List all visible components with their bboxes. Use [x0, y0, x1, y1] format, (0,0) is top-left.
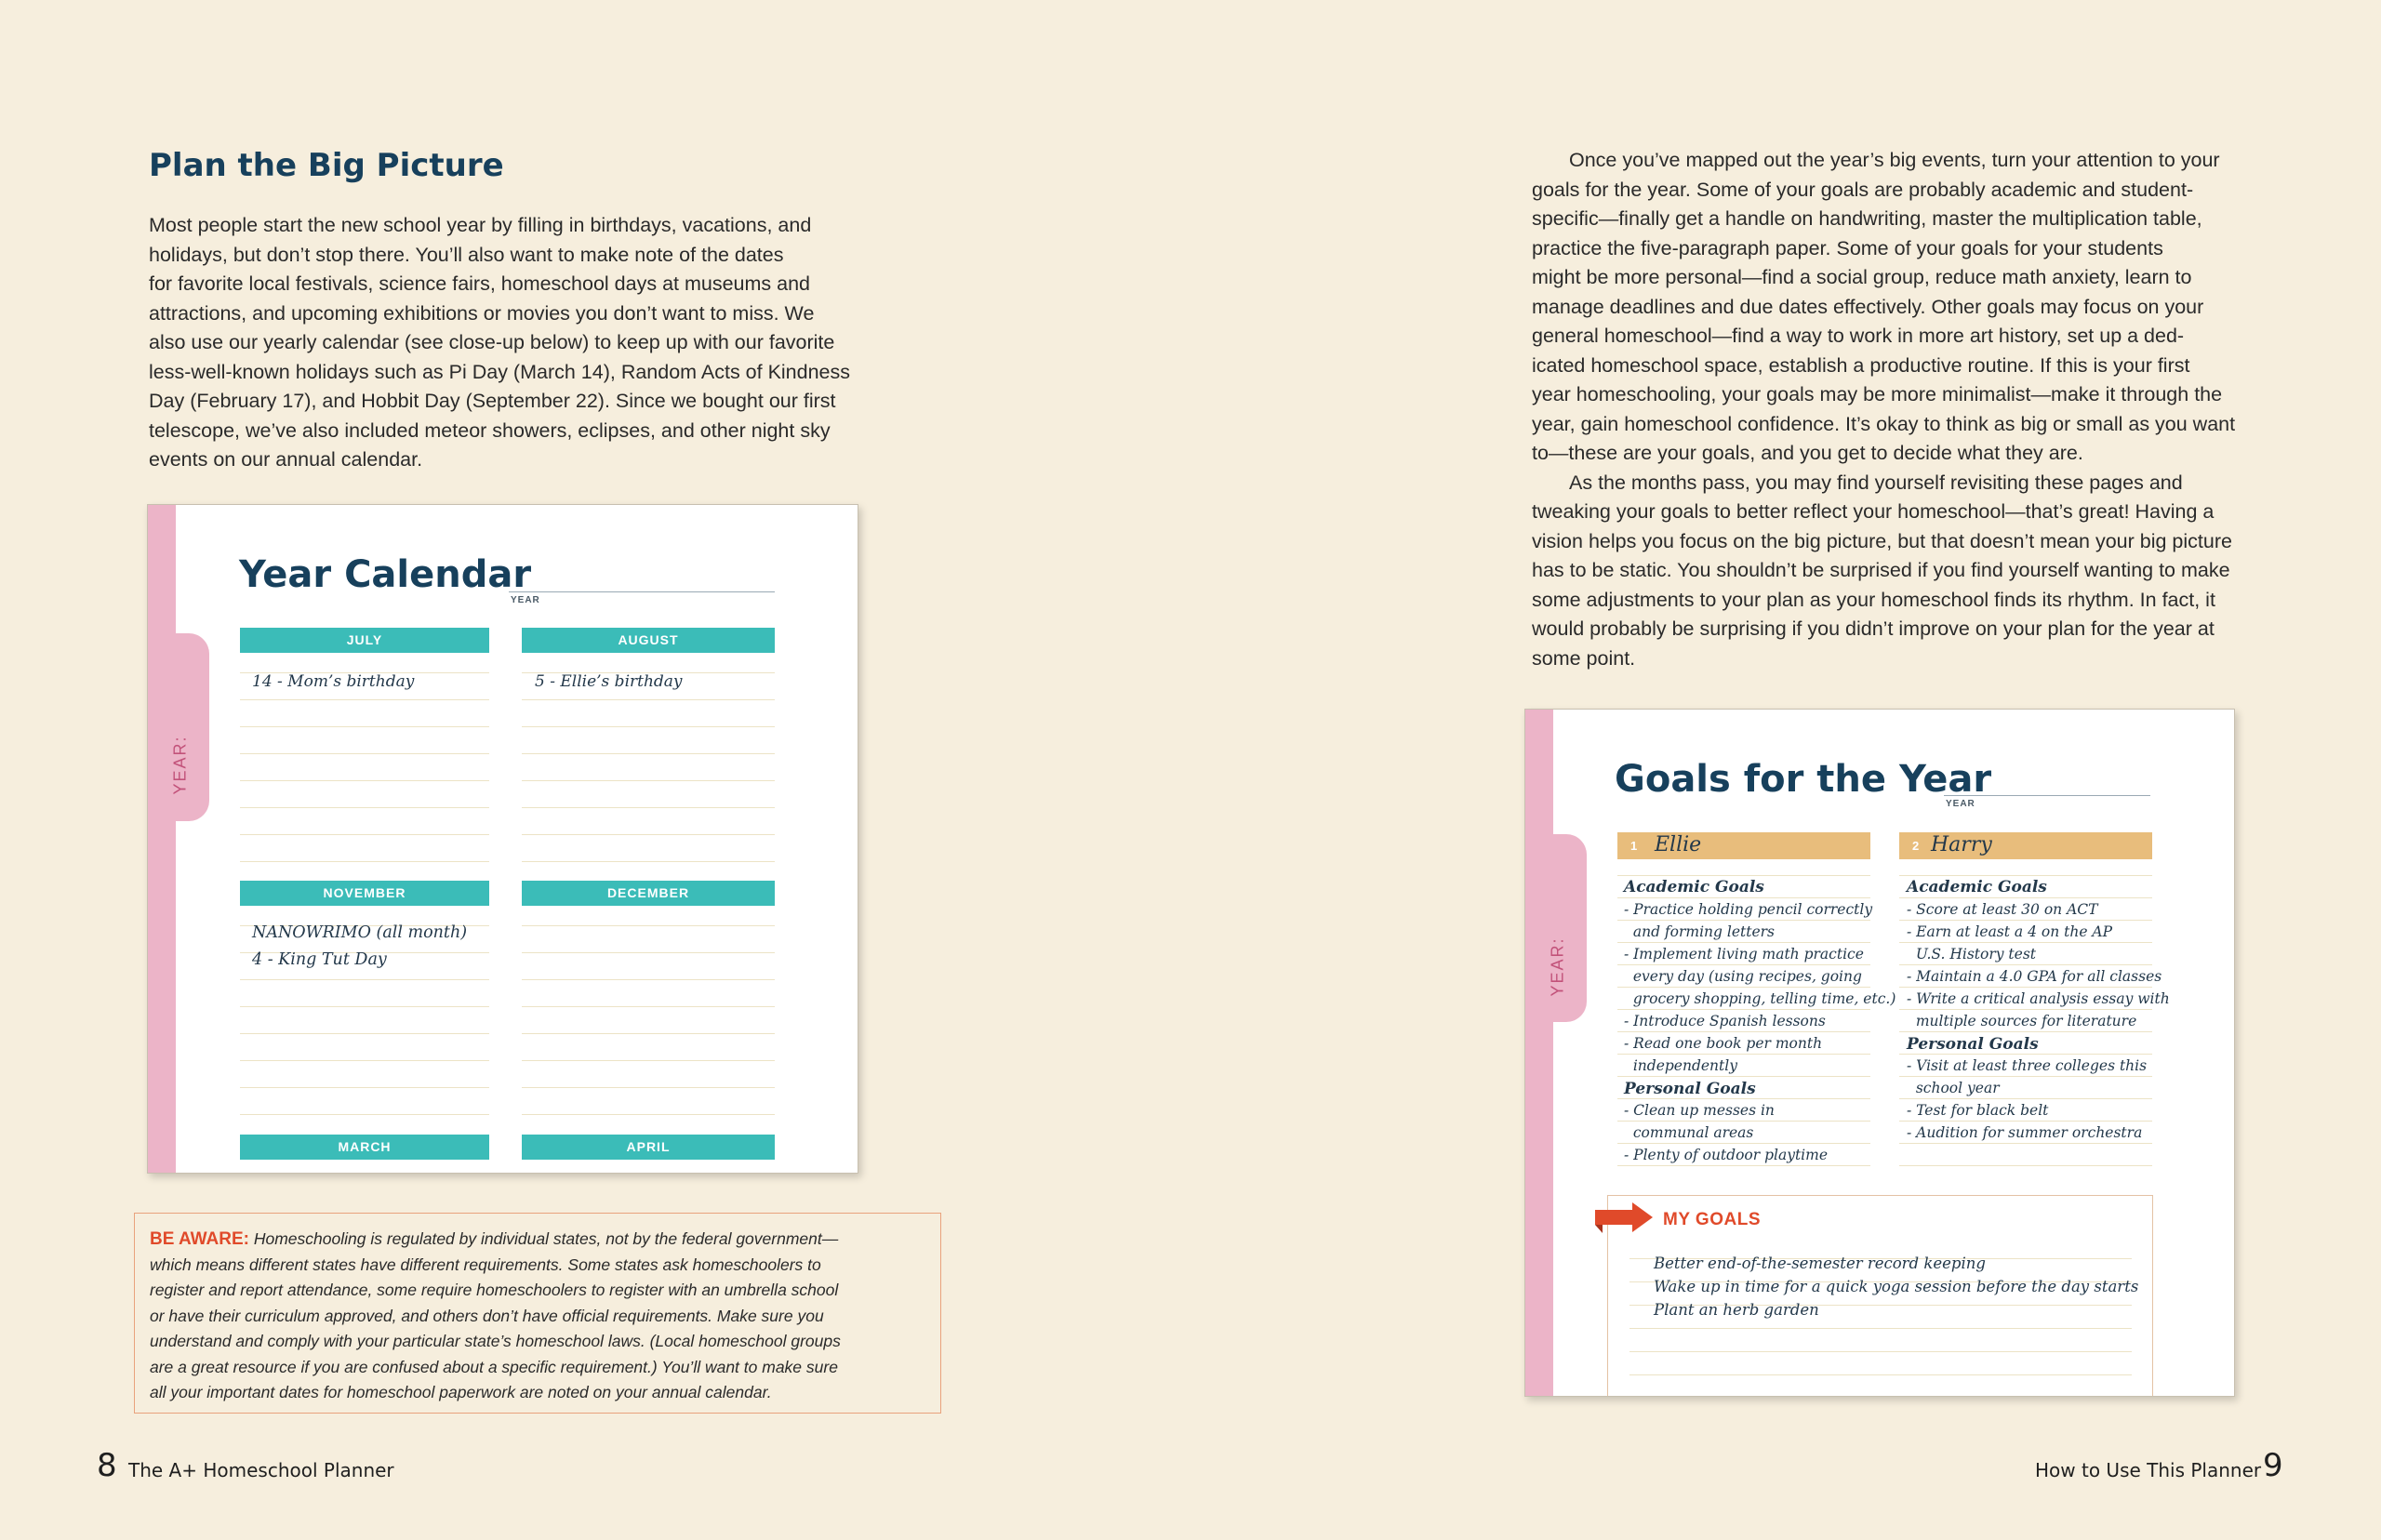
month-header-august: AUGUST — [522, 628, 775, 653]
month-header-december: DECEMBER — [522, 881, 775, 906]
goal-line: - Write a critical analysis essay with — [1907, 990, 2170, 1007]
line — [522, 925, 775, 926]
line — [1629, 1374, 2132, 1375]
paragraph-line: has to be static. You shouldn’t be surprised if you find yourself wanting to make — [1532, 559, 2230, 581]
line — [1899, 1076, 2152, 1077]
line — [1617, 987, 1870, 988]
line — [240, 753, 489, 754]
goal-line: - Maintain a 4.0 GPA for all classes — [1907, 968, 2162, 985]
paragraph-line: events on our annual calendar. — [149, 448, 423, 471]
goal-line: - Test for black belt — [1907, 1102, 2049, 1119]
paragraph-line: As the months pass, you may find yourself revisiting these pages and — [1569, 471, 2183, 494]
paragraph-line: might be more personal—find a social group, reduce math anxiety, learn to — [1532, 266, 2192, 288]
line — [1899, 987, 2152, 988]
goal-line: - Score at least 30 on ACT — [1907, 901, 2098, 918]
callout-line: understand and comply with your particular state’s homeschool laws. (Local homeschool groups — [150, 1332, 841, 1350]
goal-line: multiple sources for literature — [1907, 1013, 2137, 1029]
line — [1899, 1121, 2152, 1122]
paragraph-line: also use our yearly calendar (see close-up below) to keep up with our favorite — [149, 331, 835, 353]
line — [240, 1006, 489, 1007]
callout-line: are a great resource if you are confused about a specific requirement.) You’ll want to make sure — [150, 1357, 838, 1376]
paragraph-line: Once you’ve mapped out the year’s big events, turn your attention to your — [1569, 149, 2220, 171]
line — [1617, 1121, 1870, 1122]
goal-line: - Visit at least three colleges this — [1907, 1057, 2148, 1074]
line — [1617, 942, 1870, 943]
line — [240, 1114, 489, 1115]
paragraph-line: icated homeschool space, establish a productive routine. If this is your first — [1532, 353, 2190, 377]
goal-line: - Practice holding pencil correctly — [1624, 901, 1873, 918]
line — [1617, 1165, 1870, 1166]
paragraph-line: vision helps you focus on the big picture, but that doesn’t mean your big picture — [1532, 529, 2232, 552]
goal-line: U.S. History test — [1907, 946, 2037, 962]
paragraph-line: manage deadlines and due dates effectively. Other goals may focus on your — [1532, 295, 2204, 318]
intro-paragraph — [149, 211, 856, 475]
line — [1617, 920, 1870, 921]
goal-line: every day (using recipes, going — [1624, 968, 1862, 985]
paragraph-line: some point. — [1532, 646, 1636, 670]
goal-heading: Academic Goals — [1907, 878, 2047, 896]
line — [1617, 1076, 1870, 1077]
paragraph-line: for favorite local festivals, science fairs, homeschool days at museums and — [149, 272, 811, 295]
paragraph-line: some adjustments to your plan as your homeschool finds its rhythm. In fact, it — [1532, 588, 2215, 611]
student-name: Harry — [1931, 833, 1992, 856]
line — [240, 979, 489, 980]
section-heading: Plan the Big Picture — [149, 147, 504, 184]
my-goal-item: Wake up in time for a quick yoga session before the day starts — [1654, 1278, 2139, 1295]
line — [522, 834, 775, 835]
line — [522, 861, 775, 862]
line — [522, 1060, 775, 1061]
line — [1899, 1031, 2152, 1032]
year-caption: YEAR — [511, 595, 540, 605]
goal-line: and forming letters — [1624, 923, 1776, 940]
callout-line: or have their curriculum approved, and others don’t have official requirements. Make sure you — [150, 1306, 824, 1325]
goal-heading: Academic Goals — [1624, 878, 1764, 896]
calendar-entry: 5 - Ellie’s birthday — [535, 672, 683, 691]
paragraph-line: Day (February 17), and Hobbit Day (September 22). Since we bought our first — [149, 390, 836, 412]
page-edge-strip — [148, 505, 176, 1173]
callout-line: which means different states have different requirements. Some states ask homeschoolers to — [150, 1255, 821, 1274]
line — [522, 699, 775, 700]
line — [1899, 1143, 2152, 1144]
page-number-right: 9 — [2263, 1447, 2283, 1484]
goals-for-the-year-page — [1524, 709, 2235, 1397]
goal-line: - Plenty of outdoor playtime — [1624, 1147, 1829, 1163]
footer-title-right: How to Use This Planner — [2035, 1459, 2262, 1481]
paragraph-line: year, gain homeschool confidence. It’s okay to think as big or small as you want — [1532, 412, 2236, 435]
student-header-1 — [1617, 832, 1870, 859]
line — [1899, 875, 2152, 876]
callout-text: Homeschooling is regulated by individual states, not by the federal government— — [248, 1229, 839, 1248]
paragraph-line: year homeschooling, your goals may be more minimalist—make it through the — [1532, 383, 2223, 405]
my-goal-item: Better end-of-the-semester record keeping — [1654, 1255, 1986, 1272]
line — [1617, 897, 1870, 898]
line — [240, 1033, 489, 1034]
arrow-icon — [1595, 1202, 1656, 1234]
line — [1629, 1351, 2132, 1352]
line — [240, 1060, 489, 1061]
paragraph-line: would probably be surprising if you didn’t improve on your plan for the year at — [1532, 617, 2215, 640]
paragraph-line: Most people start the new school year by filling in birthdays, vacations, and — [149, 214, 812, 236]
goal-line: grocery shopping, telling time, etc.) — [1624, 990, 1896, 1007]
student-header-2 — [1899, 832, 2152, 859]
line — [1899, 1098, 2152, 1099]
line — [1617, 1098, 1870, 1099]
year-write-line — [509, 591, 775, 592]
paragraph-line: telescope, we’ve also included meteor showers, eclipses, and other night sky — [149, 418, 831, 442]
line — [1899, 1054, 2152, 1055]
paragraph-line: practice the five-paragraph paper. Some of your goals for your students — [1532, 236, 2163, 259]
my-goal-item: Plant an herb garden — [1654, 1301, 1819, 1319]
line — [240, 726, 489, 727]
month-header-april: APRIL — [522, 1135, 775, 1160]
calendar-entry: 14 - Mom’s birthday — [252, 672, 415, 691]
paragraph-line: less-well-known holidays such as Pi Day (March 14), Random Acts of Kindness — [149, 360, 851, 383]
calendar-title: Year Calendar — [239, 553, 532, 596]
goal-line: - Implement living math practice — [1624, 946, 1864, 962]
goal-heading: Personal Goals — [1624, 1080, 1756, 1098]
line — [1899, 920, 2152, 921]
line — [1899, 1009, 2152, 1010]
line — [1899, 897, 2152, 898]
line — [1899, 1165, 2152, 1166]
callout-line — [150, 1227, 927, 1253]
line — [522, 726, 775, 727]
line — [522, 1087, 775, 1088]
goal-line: - Earn at least a 4 on the AP — [1907, 923, 2113, 940]
line — [522, 753, 775, 754]
goal-line: - Clean up messes in — [1624, 1102, 1775, 1119]
goal-line: - Read one book per month — [1624, 1035, 1823, 1052]
paragraph-line: general homeschool—find a way to work in more art history, set up a ded- — [1532, 325, 2185, 347]
paragraph-line: tweaking your goals to better reflect your homeschool—that’s great! Having a — [1532, 500, 2215, 523]
footer-title-left: The A+ Homeschool Planner — [128, 1459, 394, 1481]
student-number: 2 — [1912, 839, 1920, 853]
calendar-entry: 4 - King Tut Day — [252, 950, 387, 969]
line — [1617, 1054, 1870, 1055]
month-header-july: JULY — [240, 628, 489, 653]
line — [1617, 1143, 1870, 1144]
goal-line: - Audition for summer orchestra — [1907, 1124, 2143, 1141]
line — [522, 1033, 775, 1034]
line — [522, 952, 775, 953]
line — [240, 861, 489, 862]
line — [1617, 1009, 1870, 1010]
line — [1629, 1328, 2132, 1329]
goal-heading: Personal Goals — [1907, 1035, 2039, 1054]
year-calendar-page — [147, 504, 858, 1174]
line — [240, 807, 489, 808]
page-number-left: 8 — [97, 1447, 117, 1484]
line — [240, 780, 489, 781]
paragraph-line: holidays, but don’t stop there. You’ll also want to make note of the dates — [149, 243, 784, 266]
page-edge-strip — [1525, 710, 1553, 1396]
student-number: 1 — [1630, 839, 1638, 853]
line — [522, 1006, 775, 1007]
goal-line: school year — [1907, 1080, 2000, 1096]
goal-line: - Introduce Spanish lessons — [1624, 1013, 1826, 1029]
my-goals-label: MY GOALS — [1663, 1210, 1761, 1229]
callout-title: BE AWARE: — [150, 1229, 249, 1249]
line — [240, 1087, 489, 1088]
month-header-march: MARCH — [240, 1135, 489, 1160]
paragraph-line: specific—finally get a handle on handwriting, master the multiplication table, — [1532, 207, 2202, 230]
line — [522, 807, 775, 808]
line — [1617, 875, 1870, 876]
month-header-november: NOVEMBER — [240, 881, 489, 906]
line — [1617, 1031, 1870, 1032]
callout-line: register and report attendance, some require homeschoolers to register with an umbrella school — [150, 1281, 839, 1299]
paragraph-line: to—these are your goals, and you get to decide what they are. — [1532, 442, 2083, 464]
calendar-entry: NANOWRIMO (all month) — [252, 923, 468, 942]
year-tab-label — [171, 771, 191, 795]
line — [1617, 964, 1870, 965]
goal-line: communal areas — [1624, 1124, 1754, 1141]
line — [522, 1114, 775, 1115]
callout-line: all your important dates for homeschool paperwork are noted on your annual calendar. — [150, 1383, 772, 1401]
line — [522, 780, 775, 781]
line — [1899, 942, 2152, 943]
goals-title: Goals for the Year — [1615, 758, 1992, 801]
year-write-line — [1944, 795, 2150, 796]
paragraph-line: attractions, and upcoming exhibitions or movies you don’t want to miss. We — [149, 301, 815, 325]
paragraph-line: goals for the year. Some of your goals are probably academic and student- — [1532, 178, 2194, 201]
year-tab-label — [1549, 973, 1568, 997]
line — [240, 834, 489, 835]
goal-line: independently — [1624, 1057, 1737, 1074]
be-aware-callout — [134, 1213, 941, 1414]
year-caption: YEAR — [1946, 799, 1975, 809]
line — [522, 979, 775, 980]
student-name: Ellie — [1655, 833, 1702, 856]
line — [240, 699, 489, 700]
goals-paragraph — [1532, 146, 2248, 673]
line — [1899, 964, 2152, 965]
